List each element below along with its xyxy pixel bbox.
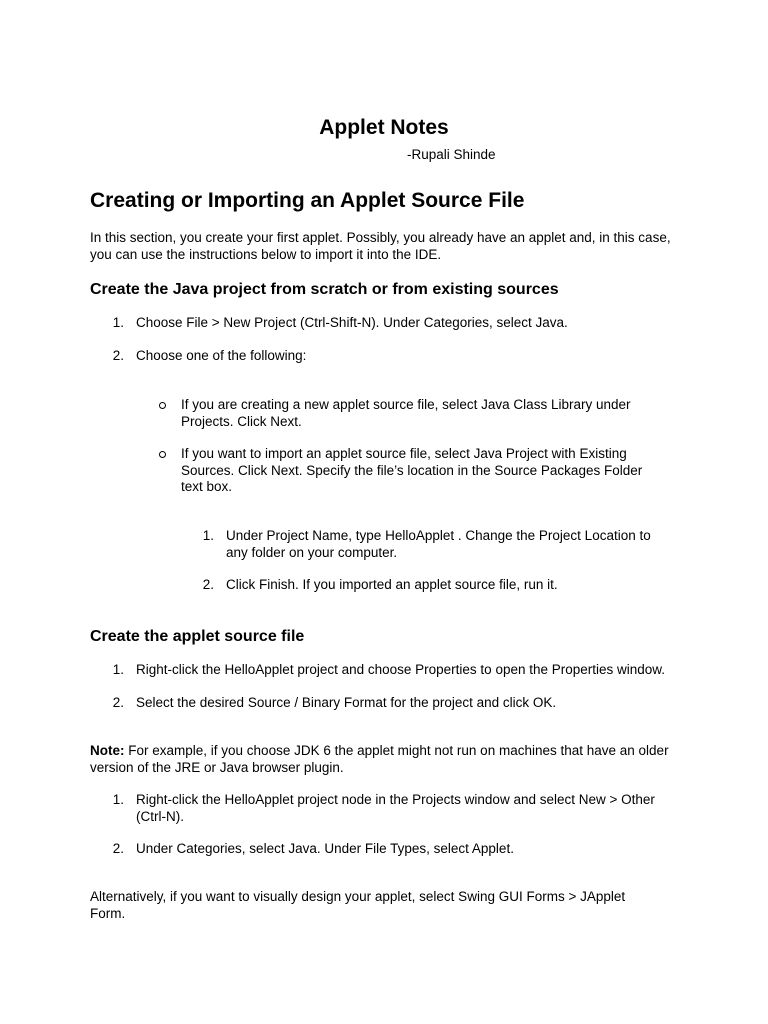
document-title: Applet Notes: [319, 116, 449, 139]
section1-heading: Create the Java project from scratch or from existing sources: [90, 281, 559, 298]
intro-paragraph: In this section, you create your first applet. Possibly, you already have an applet and, in this case, you can use the instructions below to import it into the IDE.: [90, 230, 671, 262]
circle-bullet-icon: [159, 402, 166, 409]
list-item-text: Choose File > New Project (Ctrl-Shift-N). Under Categories, select Java.: [136, 315, 568, 330]
main-heading: Creating or Importing an Applet Source File: [90, 189, 525, 212]
circle-bullet-icon: [159, 451, 166, 458]
list-item-number: 2.: [202, 577, 214, 592]
list-item-text: Under Categories, select Java. Under File Types, select Applet.: [136, 841, 514, 856]
list-item-text: If you are creating a new applet source file, select Java Class Library under Projects. Click Next.: [181, 397, 631, 429]
list-item-text: If you want to import an applet source file, select Java Project with Existing Sources. Click Next. Specify the file’s location in the Source Packages Folder text box.: [181, 446, 643, 494]
list-item-number: 1.: [112, 662, 124, 677]
list-item-text: Choose one of the following:: [136, 348, 307, 363]
list-item-number: 2.: [112, 841, 124, 856]
list-item-text: Under Project Name, type HelloApplet . Change the Project Location to any folder on your computer.: [226, 528, 651, 560]
list-item-text: Right-click the HelloApplet project node in the Projects window and select New > Other (Ctrl-N).: [136, 792, 655, 824]
list-item-number: 1.: [202, 528, 214, 543]
list-item-number: 1.: [112, 792, 124, 807]
list-item-number: 2.: [112, 348, 124, 363]
alternative-paragraph: Alternatively, if you want to visually design your applet, select Swing GUI Forms > JApplet Form.: [90, 889, 626, 921]
list-item-text: Select the desired Source / Binary Format for the project and click OK.: [136, 695, 557, 710]
list-item-text: Right-click the HelloApplet project and choose Properties to open the Properties window.: [136, 662, 666, 677]
list-item-number: 2.: [112, 695, 124, 710]
note-paragraph: [90, 743, 690, 776]
note-label: Note:: [90, 743, 125, 758]
section2-heading: Create the applet source file: [90, 628, 305, 645]
list-item-text: Click Finish. If you imported an applet source file, run it.: [226, 577, 558, 592]
list-item-number: 1.: [112, 315, 124, 330]
document-author: -Rupali Shinde: [407, 147, 496, 162]
note-text: For example, if you choose JDK 6 the applet might not run on machines that have an older version of the JRE or Java browser plugin.: [90, 743, 669, 775]
